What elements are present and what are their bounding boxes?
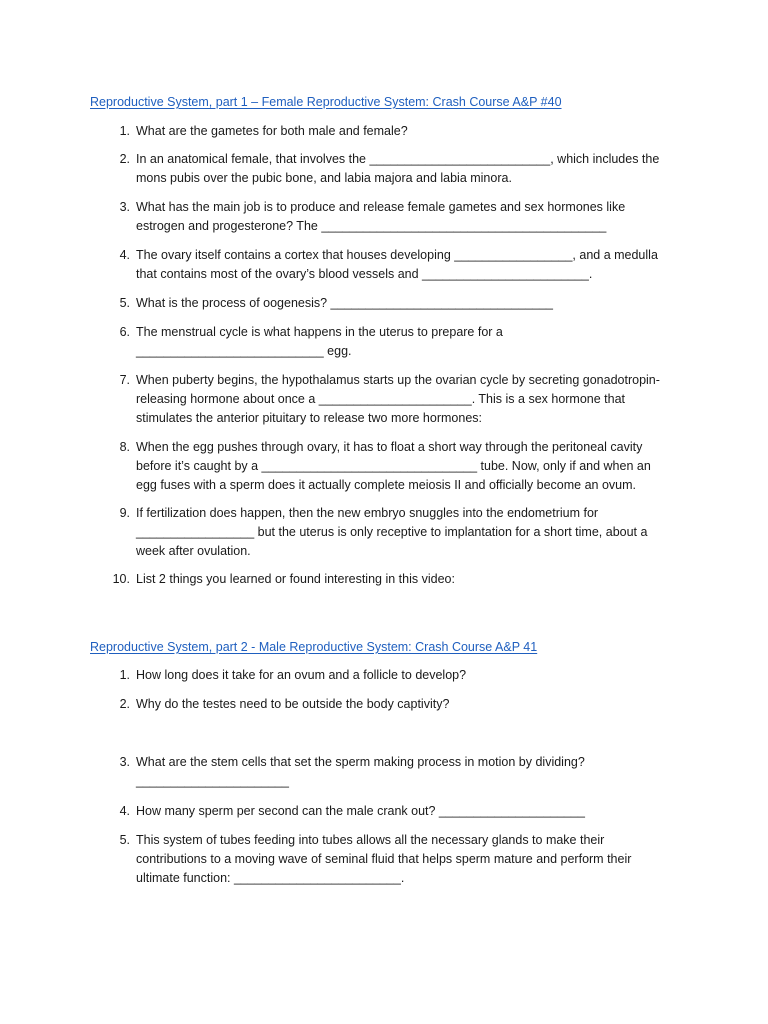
question-number: 2. — [119, 152, 130, 166]
question-number: 1. — [119, 124, 130, 138]
question-text: This system of tubes feeding into tubes allows all the necessary glands to make their contributions to a moving wave of seminal fluid that helps sperm mature and perform their ultimate function: ________________________. — [136, 833, 632, 885]
section-2-question-1 — [108, 666, 668, 685]
section-1-question-2 — [108, 150, 668, 188]
question-text: Why do the testes need to be outside the body captivity? — [136, 697, 450, 711]
section-1-question-1 — [108, 122, 668, 141]
section-1-question-8 — [108, 438, 668, 495]
question-number: 5. — [119, 296, 130, 310]
section-1-question-7 — [108, 371, 668, 428]
section-1-question-6 — [108, 323, 668, 361]
section-2-question-5 — [108, 831, 668, 888]
question-text: What are the gametes for both male and female? — [136, 124, 408, 138]
question-number: 5. — [119, 833, 130, 847]
section-1-question-3 — [108, 198, 668, 236]
section-1-question-10 — [108, 570, 668, 589]
question-number: 8. — [119, 440, 130, 454]
question-text: How many sperm per second can the male crank out? _____________________ — [136, 804, 585, 818]
section-2-question-3 — [108, 753, 668, 791]
question-number: 4. — [119, 804, 130, 818]
section-1-title-link[interactable]: Reproductive System, part 1 – Female Reproductive System: Crash Course A&P #40 — [90, 95, 562, 109]
question-text: List 2 things you learned or found interesting in this video: — [136, 572, 455, 586]
question-text: In an anatomical female, that involves the __________________________, which includes the mons pubis over the pubic bone, and labia majora and labia minora. — [136, 152, 660, 185]
question-number: 2. — [119, 697, 130, 711]
question-text: What are the stem cells that set the sperm making process in motion by dividing? ______________________ — [136, 755, 585, 788]
section-2-title-link[interactable]: Reproductive System, part 2 - Male Reproductive System: Crash Course A&P 41 — [90, 640, 538, 654]
section-1-question-5 — [108, 294, 668, 313]
question-number: 10. — [112, 572, 130, 586]
question-text: How long does it take for an ovum and a follicle to develop? — [136, 668, 467, 682]
question-number: 3. — [119, 200, 130, 214]
question-number: 6. — [119, 325, 130, 339]
question-number: 3. — [119, 755, 130, 769]
question-text: The ovary itself contains a cortex that houses developing _________________, and a medulla that contains most of the ovary’s blood vessels and ________________________. — [136, 248, 658, 281]
question-text: If fertilization does happen, then the new embryo snuggles into the endometrium for _________________ but the uterus is only receptive to implantation for a short time, about a week after ovulation. — [136, 506, 648, 558]
section-2-question-4 — [108, 802, 668, 821]
question-text: The menstrual cycle is what happens in the uterus to prepare for a ___________________________ egg. — [136, 325, 503, 358]
section-1-question-4 — [108, 246, 668, 284]
question-number: 7. — [119, 373, 130, 387]
question-text: When the egg pushes through ovary, it has to float a short way through the peritoneal cavity before it’s caught by a _______________________________ tube. Now, only if and when an egg fuses with a sperm does it actually complete meiosis II and officially become an ovum. — [136, 440, 651, 492]
question-text: When puberty begins, the hypothalamus starts up the ovarian cycle by secreting gonadotropin-releasing hormone about once a ______________________. This is a sex hormone that stimulates the anterior pituitary to release two more hormones: — [136, 373, 660, 425]
question-text: What is the process of oogenesis? ________________________________ — [136, 296, 554, 310]
section-2-question-2 — [108, 695, 668, 714]
section-1-question-9 — [108, 504, 668, 561]
question-text: What has the main job is to produce and release female gametes and sex hormones like estrogen and progesterone? The _________________________________________ — [136, 200, 626, 233]
question-number: 9. — [119, 506, 130, 520]
question-number: 1. — [119, 668, 130, 682]
question-number: 4. — [119, 248, 130, 262]
